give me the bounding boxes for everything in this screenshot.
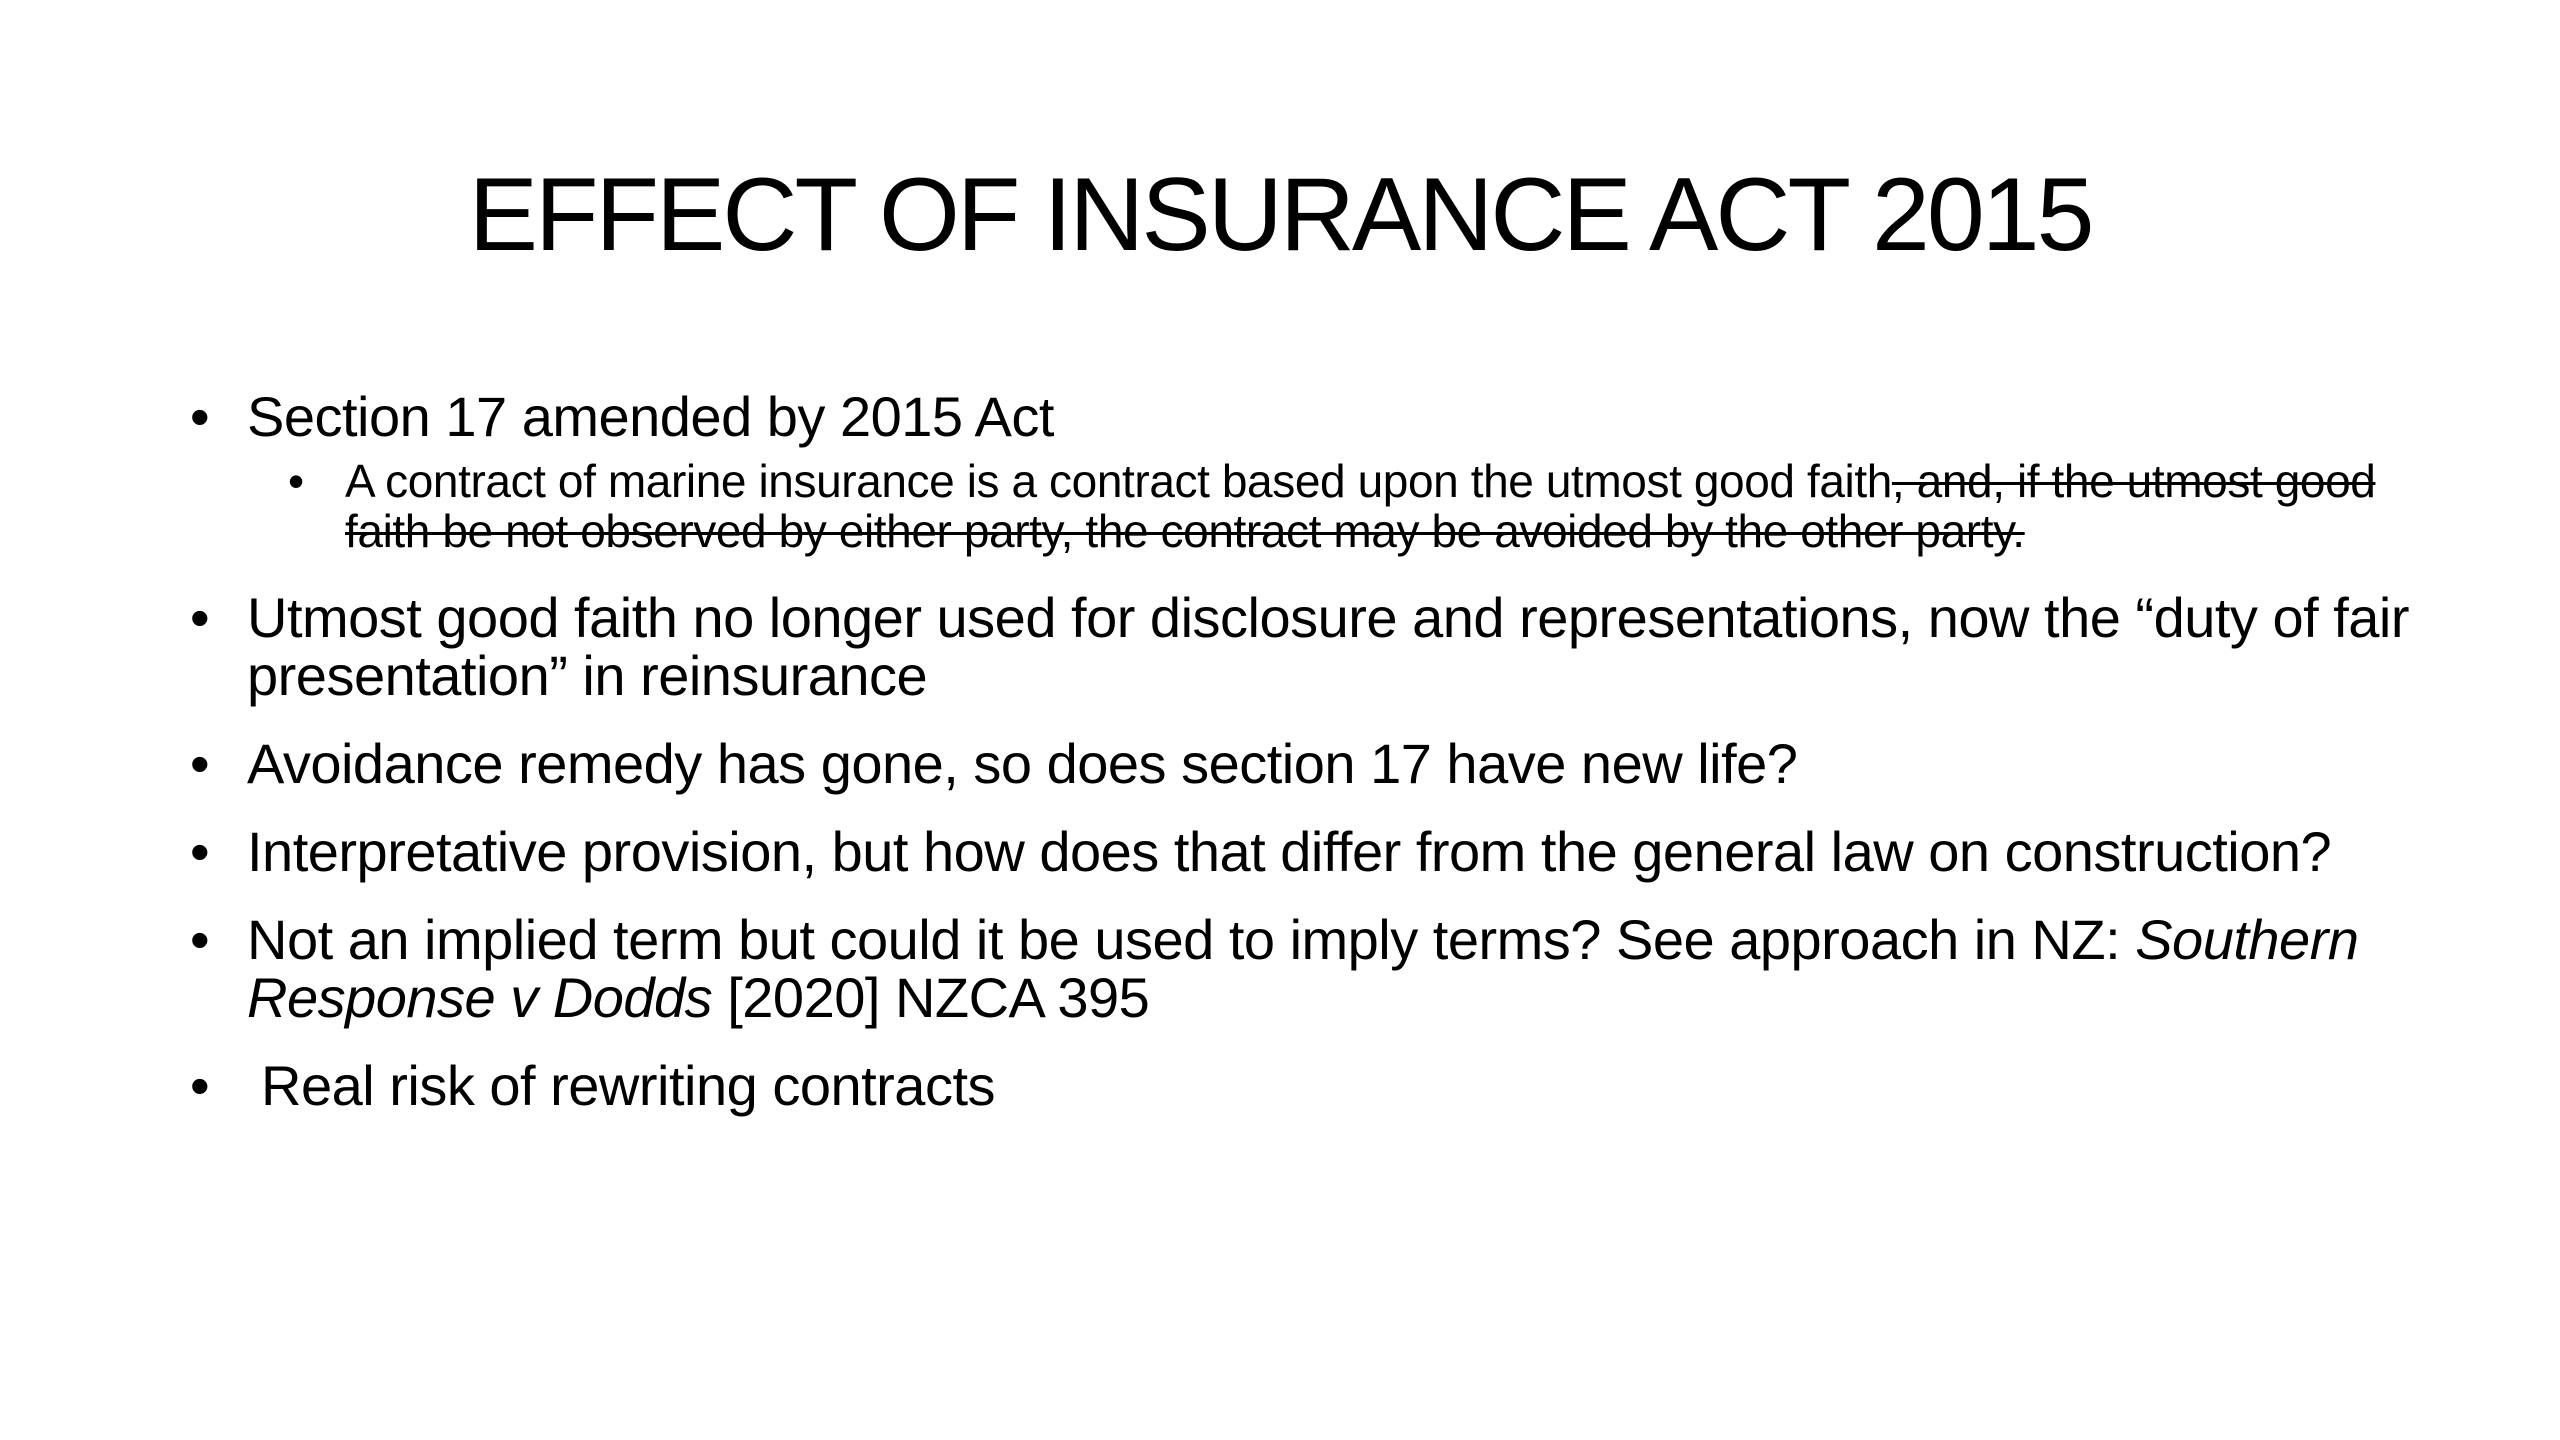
bullet-text: Utmost good faith no longer used for disclosure and representations, now the “duty of fair presentation” in reinsurance: [247, 586, 2410, 707]
bullet-icon: •: [190, 732, 210, 795]
bullet-icon: •: [190, 586, 210, 649]
bullet-icon: •: [190, 385, 210, 448]
sub-bullet-icon: •: [288, 455, 304, 507]
bullet-item: [190, 820, 2420, 883]
bullet-item: [190, 732, 2420, 795]
bullet-text: Not an implied term but could it be used to imply terms? See approach in NZ:: [247, 908, 2136, 971]
bullet-text: Interpretative provision, but how does that differ from the general law on construction?: [247, 820, 2332, 883]
bullet-text: Real risk of rewriting contracts: [261, 1054, 996, 1117]
slide-title: EFFECT OF INSURANCE ACT 2015: [468, 157, 2092, 273]
bullet-item: [190, 908, 2420, 1029]
case-citation: Southern Response v Dodds: [247, 908, 2359, 1029]
bullet-item: [190, 1054, 2420, 1117]
bullet-text: Section 17 amended by 2015 Act: [247, 385, 1054, 448]
bullet-icon: •: [190, 908, 210, 971]
bullet-list: [190, 385, 2420, 1117]
struck-through-text: , and, if the utmost good faith be not observed by either party, the contract may be avoided by the other party.: [345, 455, 2376, 557]
sub-bullet-item: [288, 456, 2420, 556]
bullet-icon: •: [190, 820, 210, 883]
bullet-text: Avoidance remedy has gone, so does section 17 have new life?: [247, 732, 1798, 795]
bullet-text-after: [2020] NZCA 395: [712, 966, 1150, 1029]
bullet-item: [190, 586, 2420, 707]
bullet-icon: •: [190, 1054, 210, 1117]
sub-bullet-text: A contract of marine insurance is a contract based upon the utmost good faith: [345, 455, 1892, 507]
bullet-item: [190, 385, 2420, 448]
